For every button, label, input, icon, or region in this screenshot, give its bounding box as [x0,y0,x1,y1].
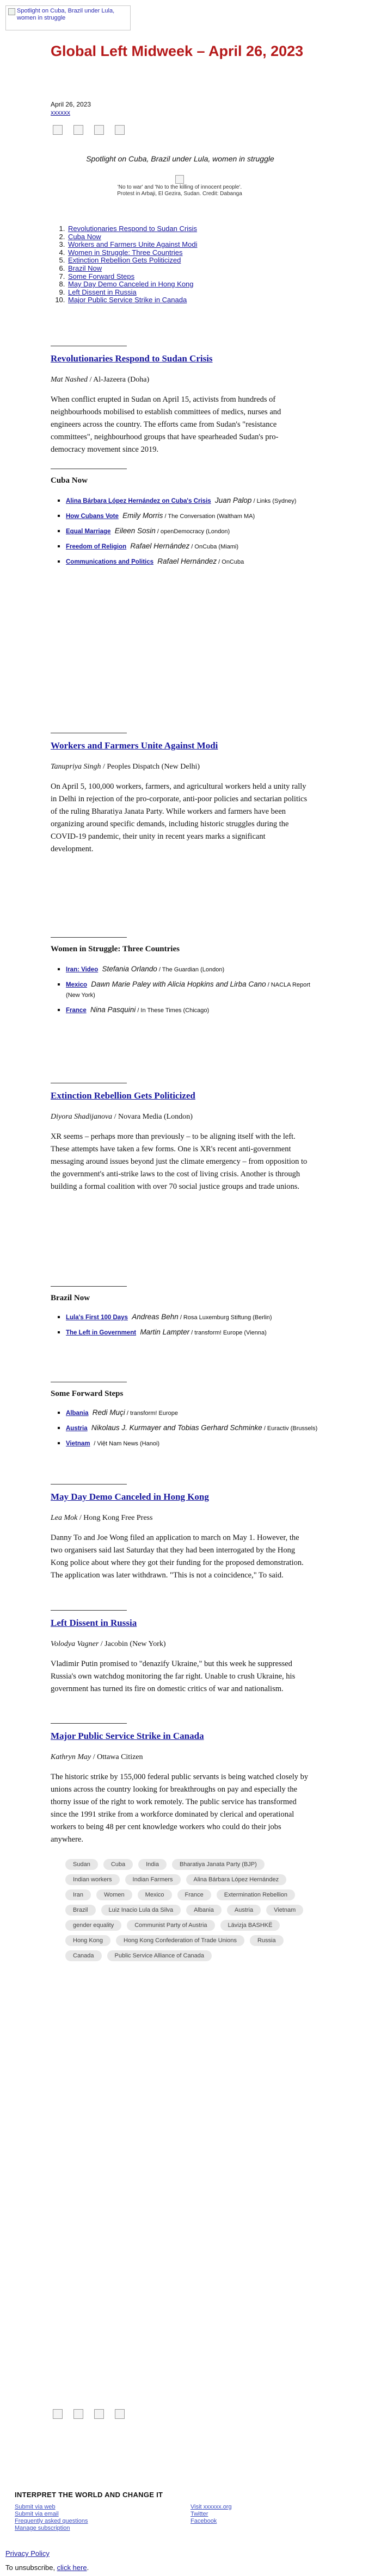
divider [51,1484,127,1485]
tag[interactable]: France [177,1889,211,1900]
tag[interactable]: Bharatiya Janata Party (BJP) [172,1859,265,1870]
table-of-contents [51,225,323,304]
toc-link[interactable]: May Day Demo Canceled in Hong Kong [68,280,194,289]
article-body-india: On April 5, 100,000 workers, farmers, and agricultural workers held a unity rally in Delhi in rejection of the pro-corporate, anti-poor policies and sectarian politics of the ruling Bharatiya Janata Party. While workers and farmers have been organizing around specific demands, including historic struggles during the COVID-19 pandemic, their unity in recent years marks a significant development. [51,782,308,853]
facebook-icon[interactable] [53,125,63,135]
author: Volodya Vagner [51,1640,99,1648]
tag[interactable]: Iran [65,1889,91,1900]
lead-image-caption [93,175,267,197]
divider [51,1723,127,1724]
article-link-hongkong[interactable]: May Day Demo Canceled in Hong Kong [51,1492,209,1502]
article-title-hongkong [51,1492,312,1502]
tag[interactable]: Communist Party of Austria [127,1920,214,1931]
tag-cloud [65,1859,313,1961]
list-item [66,526,325,537]
item-publication: / In These Times (Chicago) [136,1007,210,1014]
list-item [66,557,325,567]
privacy-policy-link[interactable]: Privacy Policy [5,2549,50,2558]
item-publication: / openDemocracy (London) [155,528,230,535]
item-link[interactable]: Lula's First 100 Days [66,1314,128,1321]
toc-link[interactable]: Cuba Now [68,232,101,241]
item-publication: / The Conversation (Waltham MA) [163,513,255,520]
caption-line-1: 'No to war' and 'No to the killing of innocent people'. [117,184,242,190]
women-list [51,964,325,1020]
article-body-sudan: When conflict erupted in Sudan on April 15, activists from hundreds of neighbourhoods mobilised to establish committees of medics, nurses and engineers across the country. The efforts came from Sudan's "resistance committees", neighbourhood groups that have spearheaded Sudan's pro-democracy movement since 2019. [51,395,281,454]
toc-link[interactable]: Revolutionaries Respond to Sudan Crisis [68,224,198,233]
list-item [66,1312,325,1323]
tag[interactable]: Indian workers [65,1874,120,1885]
item-author: Nina Pasquini [90,1006,136,1014]
tag[interactable]: Vietnam [266,1905,303,1916]
item-link[interactable]: The Left in Government [66,1330,137,1336]
tag[interactable]: Canada [65,1950,102,1961]
byline-sudan [51,375,312,385]
tag[interactable]: Austria [227,1905,261,1916]
item-author: Emily Morris [122,512,163,520]
item-link[interactable]: France [66,1007,87,1014]
brazil-list [51,1312,325,1343]
byline-hongkong [51,1513,312,1523]
tag[interactable]: India [138,1859,167,1870]
newsletter-title: Global Left Midweek – April 26, 2023 [51,43,304,59]
item-link[interactable]: Communications and Politics [66,559,154,565]
tag[interactable]: Public Service Alliance of Canada [107,1950,212,1961]
item-link[interactable]: Alina Bárbara López Hernández on Cuba's Crisis [66,498,211,504]
tag[interactable]: Albania [186,1905,222,1916]
toc-item [67,233,323,241]
byline-canada [51,1752,312,1762]
facebook-link[interactable]: Facebook [190,2518,217,2524]
item-publication: / Links (Sydney) [251,498,297,504]
tag[interactable]: Alina Bárbara López Hernández [186,1874,287,1885]
tag[interactable]: Luiz Inacio Lula da Silva [101,1905,181,1916]
issue-date: April 26, 2023 [51,101,91,108]
faq-link[interactable]: Frequently asked questions [15,2518,88,2524]
item-author: Redi Muçi [92,1408,125,1417]
divider [51,1610,127,1611]
footer-links-right [190,2504,232,2525]
email-icon[interactable] [94,125,104,135]
article-link-russia[interactable]: Left Dissent in Russia [51,1618,137,1628]
unsubscribe-link[interactable]: click here [57,2563,87,2572]
article-title-russia [51,1618,312,1629]
item-link[interactable]: Austria [66,1425,88,1432]
toc-link[interactable]: Left Dissent in Russia [68,288,137,296]
share-icon[interactable] [115,2409,125,2419]
list-item [66,1438,325,1449]
byline-india [51,762,312,772]
toc-item [67,265,323,273]
visit-site-link[interactable]: Visit xxxxxx.org [190,2504,232,2510]
item-link[interactable]: Mexico [66,982,87,988]
item-link[interactable]: Albania [66,1410,89,1417]
item-publication: / Việt Nam News (Hanoi) [92,1440,160,1447]
toc-item [67,249,323,257]
toc-item [67,273,323,281]
submit-web-link[interactable]: Submit via web [15,2504,56,2510]
tag[interactable]: Cuba [103,1859,133,1870]
divider [51,937,127,938]
twitter-icon[interactable] [73,125,83,135]
byline-russia [51,1639,312,1649]
tag[interactable]: Women [96,1889,132,1900]
section-heading-forward-steps: Some Forward Steps [51,1389,124,1398]
list-item [66,964,325,975]
toc-link[interactable]: Some Forward Steps [68,272,135,280]
author: Diyora Shadijanova [51,1113,113,1121]
toc-link[interactable]: Brazil Now [68,264,102,272]
item-link[interactable]: Iran: Video [66,966,99,973]
item-author: Rafael Hernández [157,557,217,565]
item-publication: / Euractiv (Brussels) [262,1425,318,1432]
source: / Al-Jazeera (Doha) [88,376,150,384]
tag[interactable]: Lävizja BASHKË [220,1920,280,1931]
article-body-russia: Vladimir Putin promised to "denazify Ukraine," but this week he suppressed Russia's own watchdog monitoring the far right. Unable to crush Ukraine, his government has turned its fire on domestic critics of war and nationalism. [51,1660,296,1693]
cuba-list [51,496,325,572]
byline-xr [51,1112,312,1122]
toc-link[interactable]: Women in Struggle: Three Countries [68,248,183,257]
tag[interactable]: Brazil [65,1905,96,1916]
manage-subscription-link[interactable]: Manage subscription [15,2525,70,2531]
source: / Peoples Dispatch (New Delhi) [101,763,200,771]
item-link[interactable]: How Cubans Vote [66,513,119,520]
author: Kathryn May [51,1753,91,1761]
list-item [66,541,325,552]
share-icon[interactable] [115,125,125,135]
item-publication: / transform! Europe (Vienna) [189,1330,267,1336]
tag[interactable]: Extermination Rebellion [217,1889,295,1900]
forward-steps-list [51,1408,325,1454]
unsubscribe-period: . [87,2563,89,2572]
item-publication: / The Guardian (London) [157,966,225,973]
toc-link[interactable]: Major Public Service Strike in Canada [68,296,187,304]
article-title-sudan [51,353,312,364]
share-bar-top [53,125,125,135]
item-author: Andreas Behn [132,1313,179,1321]
tag[interactable]: Indian Farmers [125,1874,181,1885]
article-body-xr: XR seems – perhaps more than previously – to be aligning itself with the left. These attempts have taken a few forms. One is XR's recent anti-government messaging around issues beyond just the climate emergency – from opposition to the government's anti-strike laws to the cost of living crisis. Another is through building a formal coalition with over 70 social justice groups and trade unions. [51,1132,308,1191]
article-body-hongkong: Danny To and Joe Wong filed an application to march on May 1. However, the two organisers said last Saturday that they had been interrogated by the Hong Kong police about where they got their funding for the proposed demonstration. The application was later withdrawn. "This is not a coincidence," To said. [51,1533,304,1580]
list-item [66,1408,325,1418]
list-item [66,1327,325,1338]
divider [51,1286,127,1287]
source: / Novara Media (London) [112,1113,193,1121]
item-publication: / OnCuba [217,559,244,565]
article-title-india [51,740,312,751]
toc-item [67,289,323,297]
toc-item [67,225,323,233]
list-item [66,1423,325,1433]
item-publication: / transform! Europe [125,1410,179,1417]
author: Lea Mok [51,1514,78,1522]
list-item [66,496,325,506]
toc-item [67,257,323,265]
tag[interactable]: Mexico [138,1889,172,1900]
facebook-icon[interactable] [53,2409,63,2419]
share-bar-bottom [53,2409,125,2419]
section-heading-cuba: Cuba Now [51,476,88,485]
item-publication: / OnCuba (Miami) [189,544,239,550]
list-item [66,980,325,1000]
article-body-canada: The historic strike by 155,000 federal public servants is being watched closely by unions across the country looking for breakthroughs on pay and especially the thorny issue of the right to work remotely. The public service has transformed since the 1991 strike from a workforce dominated by clerical and operational workers to being 48 per cent knowledge workers who could do their jobs anywhere. [51,1773,309,1844]
item-author: Juan Palop [214,496,252,504]
toc-item [67,280,323,289]
author: Mat Nashed [51,376,88,384]
toc-item [67,241,323,249]
lead-image [175,175,184,184]
item-publication: / Rosa Luxemburg Stiftung (Berlin) [178,1314,272,1321]
tag[interactable]: Sudan [65,1859,98,1870]
submit-email-link[interactable]: Submit via email [15,2511,59,2517]
article-link-xr[interactable]: Extinction Rebellion Gets Politicized [51,1090,195,1101]
twitter-link[interactable]: Twitter [190,2511,208,2517]
item-link[interactable]: Equal Marriage [66,528,111,535]
source: / Jacobin (New York) [99,1640,166,1648]
item-author: Dawn Marie Paley with Alicia Hopkins and Lirba Cano [91,980,266,988]
unsubscribe-text: To unsubscribe, [5,2563,57,2572]
section-heading-women: Women in Struggle: Three Countries [51,945,180,953]
site-link[interactable]: xxxxxx [51,109,70,116]
item-author: Rafael Hernández [130,542,190,550]
issue-subtitle: Spotlight on Cuba, Brazil under Lula, women in struggle [86,154,274,163]
caption-line-2: Protest in Arbaji, El Gezira, Sudan. Credit: Dabanga [117,191,242,197]
article-link-sudan[interactable]: Revolutionaries Respond to Sudan Crisis [51,353,213,364]
footer-links-left [15,2504,88,2532]
article-title-xr [51,1090,312,1101]
article-title-canada [51,1731,312,1742]
item-publication: / NACLA Report (New York) [66,982,310,999]
item-author: Nikolaus J. Kurmayer and Tobias Gerhard Schminke [91,1424,262,1432]
article-link-canada[interactable]: Major Public Service Strike in Canada [51,1731,204,1741]
source: / Ottawa Citizen [91,1753,143,1761]
item-author: Eileen Sosin [114,527,156,535]
list-item [66,511,325,521]
tag[interactable]: Hong Kong [65,1935,110,1946]
item-link[interactable]: Freedom of Religion [66,544,127,550]
toc-link[interactable]: Workers and Farmers Unite Against Modi [68,240,198,249]
item-author: Stefania Orlando [102,965,157,973]
twitter-icon[interactable] [73,2409,83,2419]
unsubscribe-line [5,2563,89,2572]
toc-item [67,296,323,304]
tag[interactable]: Russia [250,1935,284,1946]
item-link[interactable]: Vietnam [66,1440,90,1447]
author: Tanupriya Singh [51,763,101,771]
tag[interactable]: Hong Kong Confederation of Trade Unions [116,1935,244,1946]
toc-link[interactable]: Extinction Rebellion Gets Politicized [68,256,181,265]
item-author: Martin Lampter [140,1328,190,1336]
header-banner-image: Spotlight on Cuba, Brazil under Lula, women in struggle [5,5,131,30]
footer-heading: INTERPRET THE WORLD AND CHANGE IT [15,2491,163,2499]
section-heading-brazil: Brazil Now [51,1294,90,1302]
article-link-india[interactable]: Workers and Farmers Unite Against Modi [51,740,218,751]
source: / Hong Kong Free Press [77,1514,153,1522]
list-item [66,1005,325,1015]
tag[interactable]: gender equality [65,1920,121,1931]
email-icon[interactable] [94,2409,104,2419]
